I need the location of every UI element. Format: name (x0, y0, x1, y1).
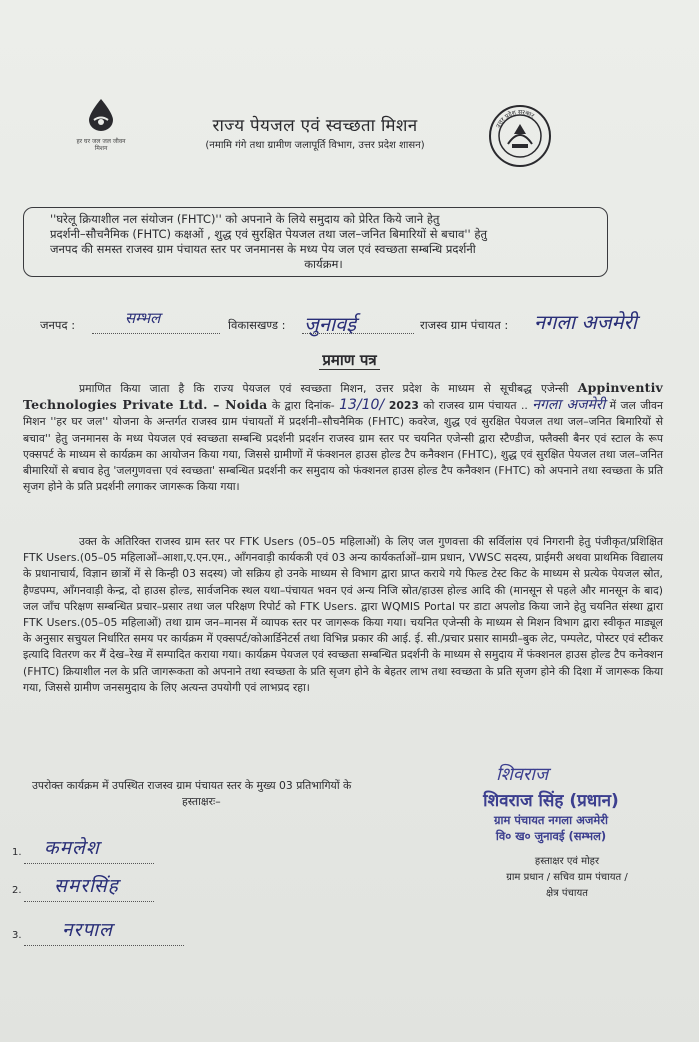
stamp-line-3: वि० ख० जुनावई (सम्भल) (495, 829, 607, 843)
para1-part4: में जल जीवन मिशन ''हर घर जल'' योजना के अन्तर्गत राजस्व ग्राम पंचायतों में प्रदर्शनी–सौचनैमिक (FHTC) कवरेज, शुद्ध एवं सुरक्षित पेयजल तथा जल–जनित बिमारियों से बचाव'' हेतु जनमानस के मध्य पेयजल एवं स्वच्छता सम्बन्धि प्रदर्शनी प्रदर्शन राजस्व ग्राम स्तर पर चयनित एजेन्सी द्वारा स्टैण्डीज, फ्लैक्सी बैनर एवं स्टाल के रूप एक्सपर्ट के माध्यम से कार्यक्रम का आयोजन किया गया, जिससे ग्रामीणों में फंक्शनल हाउस होल्ड टैप कनैक्शन (FHTC), शुद्ध एवं सुरक्षित पेयजल तथा जल–जनित बीमारियों से बचाव हेतु 'जलगुणवत्ता एवं स्वच्छता' सम्बन्धित प्रदर्शनी कर समुदाय को फंक्शनल हाउस होल्ड टैप कनैक्शन (FHTC) को अपनाने तथा स्वच्छता के प्रति सृजग होने के प्रति प्रदर्शनी लगाकर जागरूक किया गया। (23, 399, 663, 494)
pradhan-stamp (466, 764, 636, 844)
signature-number-2: 2. (12, 885, 22, 896)
signature-1-line (24, 862, 154, 864)
org-subtitle: (नमामि गंगे तथा ग्रामीण जलापूर्ति विभाग, उत्तर प्रदेश शासन) (205, 140, 425, 151)
para1-part1: प्रमाणित किया जाता है कि राज्य पेयजल एवं स्वच्छता मिशन, उत्तर प्रदेश के माध्यम से सूचीबद्ध एजेन्सी (79, 382, 569, 395)
subject-box (23, 207, 608, 277)
signature-3: नरपाल (62, 919, 113, 941)
district-label: जनपद : (40, 318, 76, 332)
signatory-line-3: क्षेत्र पंचायत (546, 888, 588, 899)
block-value: जुनावई (304, 312, 357, 336)
para1-part3: को राजस्व ग्राम पंचायत .. (418, 399, 528, 413)
district-value: सम्भल (125, 309, 161, 327)
stamp-line-1: शिवराज सिंह (प्रधान) (483, 791, 619, 811)
paragraph-1 (23, 380, 663, 495)
caption-line-2: हस्ताक्षरः– (182, 795, 221, 808)
location-fields (40, 309, 680, 344)
block-label: विकासखण्ड : (228, 318, 286, 332)
signature-2: समरसिंह (54, 875, 119, 897)
panchayat-handwritten: नगला अजमेरी (532, 397, 606, 414)
certificate-title: प्रमाण पत्र (319, 351, 379, 370)
caption-line-1: उपरोक्त कार्यक्रम में उपस्थित राजस्व ग्राम पंचायत स्तर के मुख्य 03 प्रतिभागियों के (32, 779, 352, 792)
subject-line-3: जनपद की समस्त राजस्व ग्राम पंचायत स्तर पर जनमानस के मध्य पेय जल एवं स्वच्छता सम्बन्धि प्रदर्शनी (50, 242, 476, 256)
participants-caption (32, 778, 452, 810)
up-government-seal (488, 104, 552, 168)
signature-number-3: 3. (12, 930, 22, 941)
signature-3-line (24, 944, 184, 946)
event-date-handwritten: 13/10/ (339, 397, 385, 414)
para2-text: उक्त के अतिरिक्त राजस्व ग्राम स्तर पर FTK Users (05–05 महिलाओं) के लिए जल गुणवत्ता की सर्विलांस एवं निगरानी हेतु पंजीकृत/प्रशिक्षित FTK Users.(05–05 महिलाओं–आशा,ए.एन.एम., आँगनवाड़ी कार्यकत्री एवं 03 अन्य कार्यकर्ताओं–ग्राम प्रधान, VWSC सदस्य, प्राईमरी अथवा प्राथमिक विद्यालय के प्रधानाचार्य, विज्ञान छात्रों में से किन्ही 03 सदस्य) जो सक्रिय हो उनके माध्यम से विभाग द्वारा प्राप्त कराये गये फिल्ड टेस्ट किट के माध्यम से प्रत्येक पेयजल स्रोत, हैण्डपम्प, आँगनवाड़ी केन्द्र, दो हाउस होल्ड, सार्वजनिक स्थल यथा–पंचायत भवन एवं अन्य निजि स्रोत/हाउस होल्ड आदि की (मानसून से पहले और मानसून के बाद) जल जाँच परिक्षण सम्बन्धित प्रचार–प्रसार तथा जल परिक्षण रिपोर्ट को FTK Users. द्वारा WQMIS Portal पर डाटा अपलोड किया जाने हेतु चयनित संस्था द्वारा FTK Users.(05–05 महिलाओं) तथा ग्राम जन–मानस में व्यापक स्तर पर जागरूक किया गया। चयनित एजेन्सी के माध्यम से मिशन विभाग द्वारा स्वीकृत माड्यूल के अनुसार सचुयल निर्धारित समय पर कार्यक्रम में एक्सपर्ट/कोआर्डिनेटर्स तथा विभिन्न प्रकार की आई. ई. सी./प्रचार प्रसार सामग्री–बुक लेट, पम्पलेट, पोस्टर एवं स्टीकर इत्यादि वितरण कर मैं देख–रेख में सम्पादित कराया गया। कार्यक्रम पेयजल एवं स्वच्छता सम्बन्धित प्रदर्शनी के माध्यम से समुदाय में फंक्शनल हाउस होल्ड टैप कनेक्शन (FHTC) क्रियाशील नल के प्रति जागरूकता को अपनाने तथा स्वच्छता के प्रति सृजग होने के बेहतर लाभ तथा स्वच्छता के प्रति सृजग होने की दिशा में जागरूक किया गया, जिससे ग्रामीण जनसमुदाय के लिए अत्यन्त उपयोगी एवं लाभप्रद रहा। (23, 535, 663, 694)
seal-emblem-icon (488, 104, 552, 168)
district-underline (92, 332, 220, 334)
certificate-title-wrap (0, 350, 699, 370)
pradhan-signature-scrawl: शिवराज (496, 764, 549, 785)
agency-name: Appinventiv Technologies Private Ltd. – Noida (23, 380, 663, 413)
block-underline (302, 332, 414, 334)
seal-text: उत्तर प्रदेश सरकार (494, 108, 536, 129)
organization-header (150, 116, 480, 154)
para1-part2: के द्वारा दिनांक- (267, 399, 340, 413)
signatory-role (472, 854, 662, 902)
subject-line-4: कार्यक्रम। (304, 257, 343, 271)
subject-line-1: ''घरेलू क्रियाशील नल संयोजन (FHTC)'' को अपनाने के लिये समुदाय को प्रेरित किये जाने हेतु (50, 212, 440, 226)
signature-1: कमलेश (44, 837, 100, 859)
signature-number-1: 1. (12, 847, 22, 858)
subject-line-2: प्रदर्शनी–सोैचनैमिक (FHTC) कक्षओं , शुद्ध एवं सुरक्षित पेयजल तथा जल–जनित बिमारियों से बचाव'' हेतु (50, 227, 488, 241)
panchayat-value: नगला अजमेरी (534, 310, 637, 334)
stamp-line-2: ग्राम पंचायत नगला अजमेरी (494, 813, 608, 827)
org-title: राज्य पेयजल एवं स्वच्छता मिशन (212, 116, 418, 136)
signatory-line-2: ग्राम प्रधान / सचिव ग्राम पंचायत / (506, 872, 628, 883)
signature-2-line (24, 900, 154, 902)
paragraph-2 (23, 534, 663, 696)
water-drop-icon (87, 98, 115, 132)
panchayat-label: राजस्व ग्राम पंचायत : (420, 318, 509, 332)
logo-tagline: हर घर जल जल जीवन मिशन (76, 138, 126, 152)
signatory-line-1: हस्ताक्षर एवं मोहर (534, 856, 600, 867)
event-year: 2023 (384, 399, 419, 413)
jal-jeevan-mission-logo (76, 98, 126, 152)
